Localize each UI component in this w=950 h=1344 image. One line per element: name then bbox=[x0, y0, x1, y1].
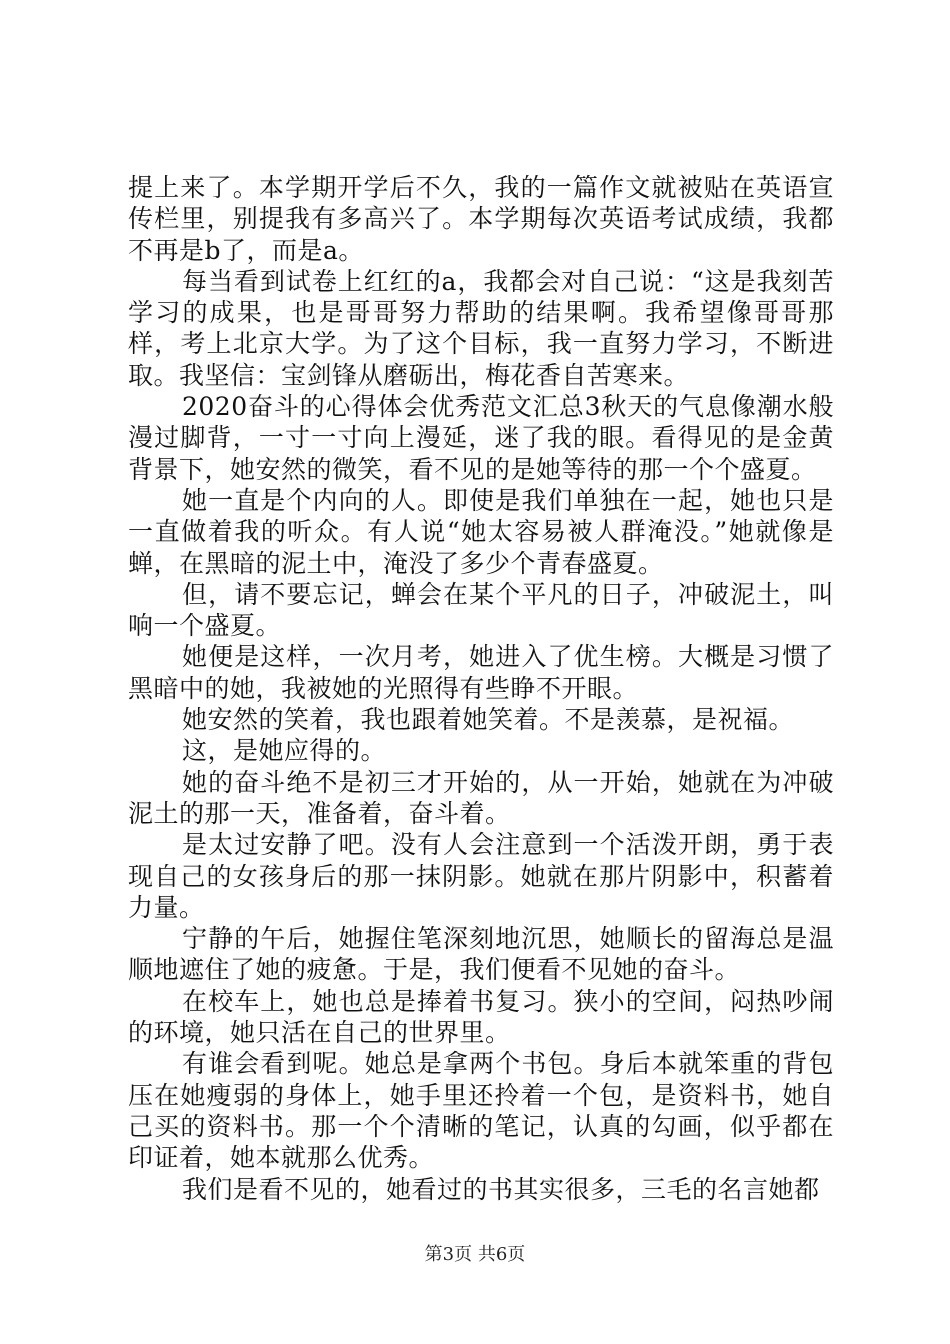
paragraph-10: 是太过安静了吧。没有人会注意到一个活泼开朗，勇于表现自己的女孩身后的那一抹阴影。她就在那片阴影中，积蓄着力量。 bbox=[128, 830, 834, 922]
paragraph-14: 我们是看不见的，她看过的书其实很多，三毛的名言她都 bbox=[182, 1174, 820, 1204]
paragraph-9: 她的奋斗绝不是初三才开始的，从一开始，她就在为冲破泥土的那一天，准备着，奋斗着。 bbox=[128, 767, 834, 828]
paragraph-1: 提上来了。本学期开学后不久，我的一篇作文就被贴在英语宣传栏里，别提我有多高兴了。本学期每次英语考试成绩，我都不再是b了，而是a。 bbox=[128, 173, 834, 265]
paragraph-12: 在校车上，她也总是捧着书复习。狭小的空间，闷热吵闹的环境，她只活在自己的世界里。 bbox=[128, 986, 834, 1048]
paragraph-7: 她安然的笑着，我也跟着她笑着。不是羡慕，是祝福。 bbox=[182, 705, 795, 735]
page-number-footer: 第3页 共6页 bbox=[424, 1244, 526, 1265]
paragraph-6: 她便是这样，一次月考，她进入了优生榜。大概是习惯了黑暗中的她，我被她的光照得有些睁不开眼。 bbox=[128, 642, 834, 703]
paragraph-3: 2020奋斗的心得体会优秀范文汇总3秋天的气息像潮水般漫过脚背，一寸一寸向上漫延，迷了我的眼。看得见的是金黄背景下，她安然的微笑，看不见的是她等待的那一个个盛夏。 bbox=[128, 392, 834, 484]
paragraph-4: 她一直是个内向的人。即使是我们单独在一起，她也只是一直做着我的听众。有人说“她太容易被人群淹没。”她就像是蝉，在黑暗的泥土中，淹没了多少个青春盛夏。 bbox=[128, 485, 834, 578]
paragraph-5: 但，请不要忘记，蝉会在某个平凡的日子，冲破泥土，叫响一个盛夏。 bbox=[128, 579, 834, 641]
paragraph-8: 这，是她应得的。 bbox=[182, 736, 387, 766]
document-body bbox=[128, 172, 834, 1205]
paragraph-13: 有谁会看到呢。她总是拿两个书包。身后本就笨重的背包压在她瘦弱的身体上，她手里还拎着一个包，是资料书，她自己买的资料书。那一个个清晰的笔记，认真的勾画，似乎都在印证着，她本就那么优秀。 bbox=[128, 1049, 834, 1173]
paragraph-2: 每当看到试卷上红红的a，我都会对自己说：“这是我刻苦学习的成果，也是哥哥努力帮助的结果啊。我希望像哥哥那样，考上北京大学。为了这个目标，我一直努力学习，不断进取。我坚信：宝剑锋从磨砺出，梅花香自苦寒来。 bbox=[128, 266, 834, 390]
paragraph-11: 宁静的午后，她握住笔深刻地沉思，她顺长的留海总是温顺地遮住了她的疲惫。于是，我们便看不见她的奋斗。 bbox=[128, 924, 834, 985]
